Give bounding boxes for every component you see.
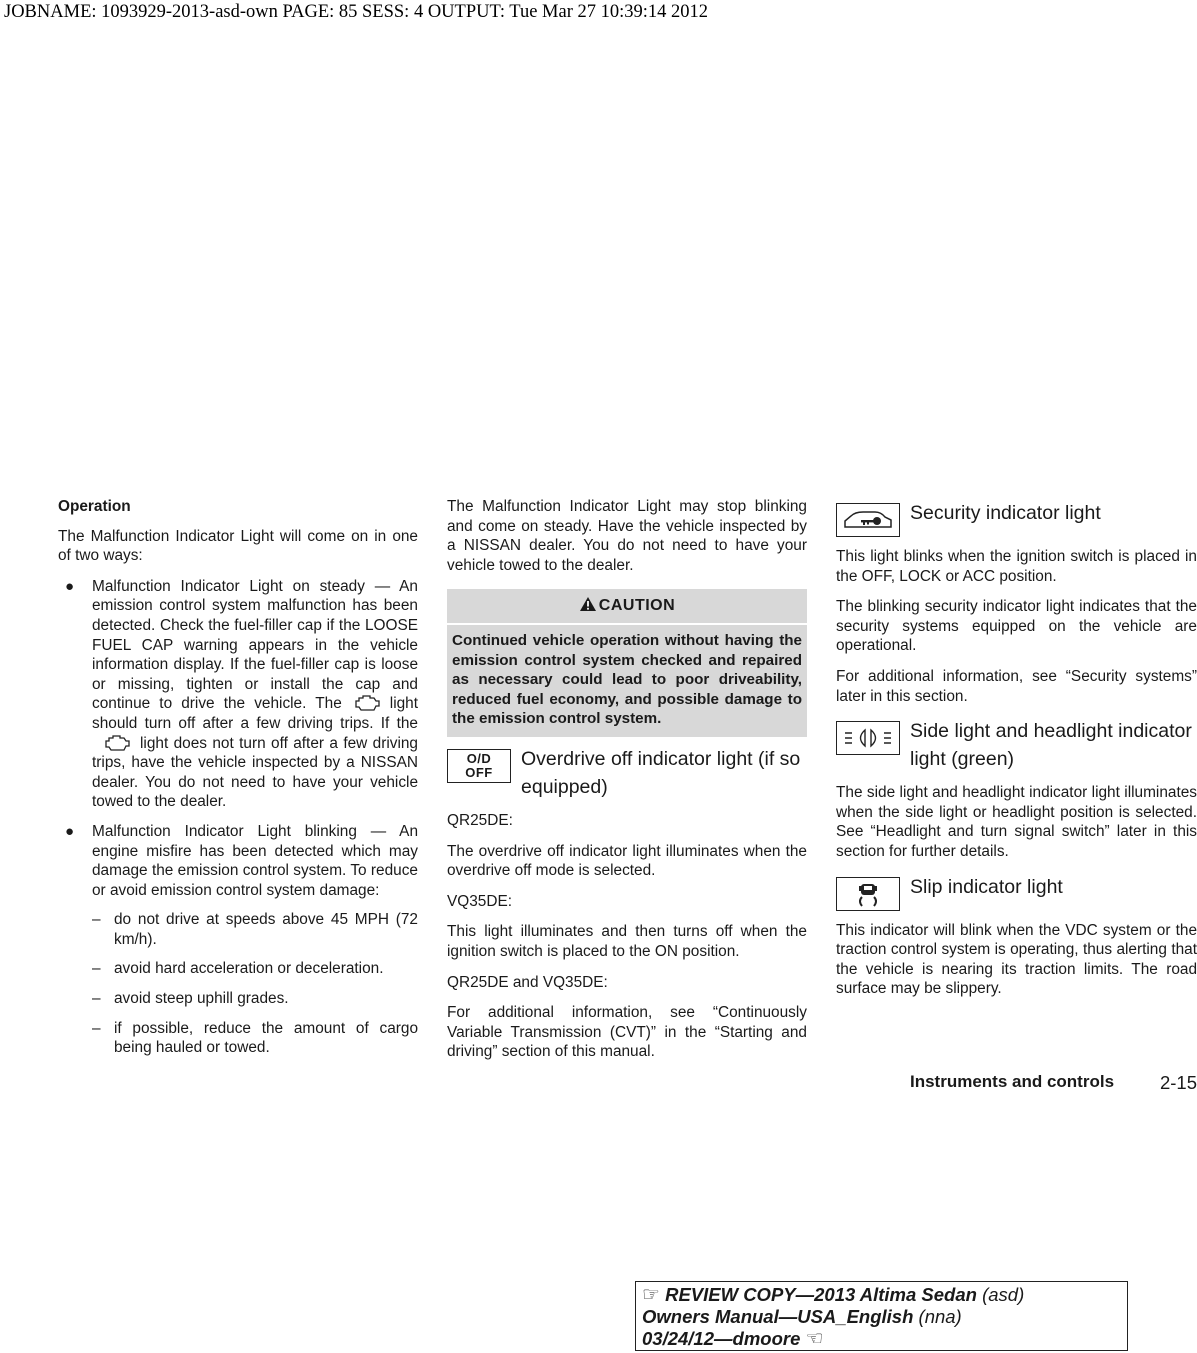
dash-item: – if possible, reduce the amount of cargo being hauled or towed. [92, 1019, 418, 1057]
bullet-list [58, 577, 418, 1058]
bullet-blinking-text: Malfunction Indicator Light blinking — An engine misfire has been detected which may damage the emission control system. To reduce or avoid emission control system damage: [92, 822, 418, 899]
dash-mark: – [92, 911, 101, 929]
security-title: Security indicator light [910, 502, 1101, 524]
security-text-3: For additional information, see “Security systems” later in this section. [836, 667, 1197, 705]
slip-text: This indicator will blink when the VDC system or the traction control system is operating, thus alerting that the vehicle is nearing its traction limits. The road surface may be slippery. [836, 921, 1197, 998]
pointing-hand-icon: ☞ [642, 1284, 660, 1306]
security-car-key-icon [836, 503, 900, 537]
bullet-steady-text: Malfunction Indicator Light on steady — An emission control system malfunction has been detected. Check the fuel-filler cap if the LOOSE FUEL CAP warning appears in the vehicle information display. If the fuel-filler cap is loose or missing, tighten or install the cap and continue to drive the vehicle. [92, 577, 418, 713]
od-label: O/D [466, 750, 492, 766]
caution-box [447, 589, 807, 737]
mil-blink-paragraph: The Malfunction Indicator Light may stop blinking and come on steady. Have the vehicle inspected by a NISSAN dealer. You do not need to have your vehicle towed to the dealer. [447, 498, 807, 574]
dash-item: – avoid steep uphill grades. [92, 990, 289, 1008]
security-text-2: The blinking security indicator light indicates that the security systems equipped on the vehicle are operational. [836, 598, 1197, 655]
overdrive-title: Overdrive off indicator light (if so equipped) [521, 747, 801, 798]
bullet-dot-icon: ● [65, 822, 75, 840]
side-light-text: The side light and headlight indicator light illuminates when the side light or headlight position is selected. See “Headlight and turn signal switch” later in this section for further details. [836, 784, 1197, 860]
dash-item: – do not drive at speeds above 45 MPH (72 km/h). [92, 911, 418, 948]
bullet-steady-the: The [315, 695, 342, 713]
vq-label: VQ35DE: [447, 892, 513, 910]
bullet-steady-mid: light should turn off after a few driving trips. If the [92, 695, 419, 732]
slip-car-icon [836, 877, 900, 911]
slip-title: Slip indicator light [910, 875, 1063, 898]
overdrive-indicator-row [447, 745, 807, 801]
page-footer [910, 1072, 1197, 1092]
page-number: 2-15 [1159, 1072, 1197, 1093]
pointing-hand-left-icon: ☜ [805, 1328, 824, 1350]
caution-body: Continued vehicle operation without having the emission control system checked and repaired as necessary could lead to poor driveability, reduced fuel economy, and possible damage to the emission control system. [452, 631, 802, 728]
overdrive-off-icon [447, 749, 511, 783]
dash-mark: – [92, 960, 101, 978]
qr-text: The overdrive off indicator light illuminates when the overdrive off mode is selected. [447, 842, 807, 880]
both-label: QR25DE and VQ35DE: [447, 973, 608, 991]
both-text: For additional information, see “Continuously Variable Transmission (CVT)” in the “Starting and driving” section of this manual. [447, 1004, 807, 1061]
side-light-title: Side light and headlight indicator light (green) [910, 720, 1192, 771]
bullet-dot-icon: ● [65, 577, 75, 595]
security-indicator-row [836, 499, 1197, 537]
dash-mark: – [92, 1019, 101, 1037]
dash-list [92, 910, 418, 1058]
dash-mark: – [92, 990, 101, 1008]
review-line-1: ☞ REVIEW COPY—2013 Altima Sedan (asd) [642, 1284, 1025, 1306]
warning-triangle-icon [579, 596, 597, 612]
engine-check-icon [104, 735, 130, 752]
bullet-item-steady [58, 577, 418, 812]
side-light-indicator-row [836, 717, 1197, 773]
column-1 [58, 497, 418, 1068]
caution-title: CAUTION [447, 589, 807, 625]
off-label: OFF [465, 764, 493, 780]
column-3 [836, 497, 1197, 1010]
operation-intro: The Malfunction Indicator Light will come on in one of two ways: [58, 527, 418, 565]
engine-check-icon [354, 695, 380, 712]
qr-label: QR25DE: [447, 811, 513, 829]
vq-text: This light illuminates and then turns off when the ignition switch is placed to the ON position. [447, 923, 807, 960]
job-header: JOBNAME: 1093929-2013-asd-own PAGE: 85 SESS: 4 OUTPUT: Tue Mar 27 10:39:14 2012 [4, 2, 709, 22]
bullet-steady-end: light does not turn off after a few driving trips, have the vehicle inspected by a NISSAN dealer. You do not need to have your vehicle towed to the dealer. [92, 734, 418, 811]
dash-item: – avoid hard acceleration or deceleration. [92, 960, 384, 978]
operation-heading: Operation [58, 498, 131, 515]
security-text-1: This light blinks when the ignition switch is placed in the OFF, LOCK or ACC position. [836, 548, 1197, 585]
slip-indicator-row [836, 873, 1197, 911]
bullet-item-blinking [58, 822, 418, 1058]
footer-section-title: Instruments and controls [910, 1072, 1115, 1091]
column-2 [447, 497, 807, 1073]
review-line-2: Owners Manual—USA_English (nna) [642, 1306, 962, 1327]
review-line-3: 03/24/12—dmoore ☜ [642, 1328, 824, 1350]
side-light-icon [836, 721, 900, 755]
review-copy-box [635, 1281, 1128, 1351]
